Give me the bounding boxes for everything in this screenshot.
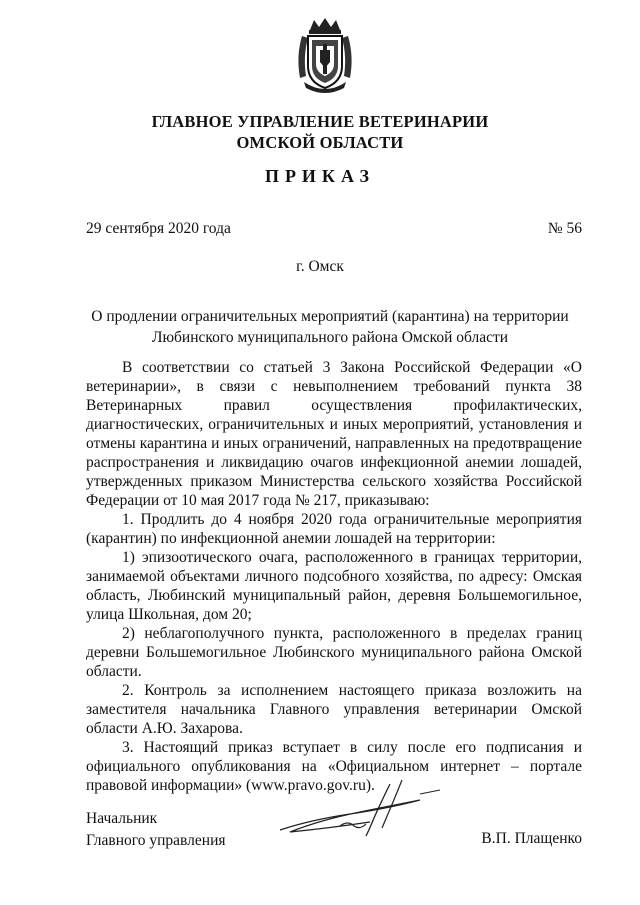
document-date: 29 сентября 2020 года: [86, 220, 231, 237]
document-number: № 56: [547, 220, 582, 237]
subject-line1: О продлении ограничительных мероприятий (карантина) на территории: [91, 308, 569, 325]
document-subject: [80, 306, 580, 348]
signatory-position-line1: Начальник: [86, 810, 158, 827]
document-city: г. Омск: [296, 258, 344, 275]
document-body: [86, 358, 582, 795]
handwritten-signature: [270, 770, 450, 850]
signatory-position-line2: Главного управления: [86, 832, 226, 849]
body-paragraph: 2) неблагополучного пункта, расположенного в пределах границ деревни Большемогильное Любинского муниципального района Омской области.: [86, 625, 582, 680]
organization-name-line2: ОМСКОЙ ОБЛАСТИ: [236, 133, 404, 152]
body-paragraph: 1. Продлить до 4 ноября 2020 года ограничительные мероприятия (карантин) по инфекционной анемии лошадей на территории:: [86, 511, 582, 547]
subject-line2: Любинского муниципального района Омской области: [151, 329, 509, 346]
body-paragraph: 1) эпизоотического очага, расположенного в границах территории, занимаемой объектами личного подсобного хозяйства, по адресу: Омская область, Любинский муниципальный район, деревня Большемогильное, улица Школьная, дом 20;: [86, 549, 582, 623]
body-paragraph: В соответствии со статьей 3 Закона Российской Федерации «О ветеринарии», в связи с невыполнением требований пункта 38 Ветеринарных правил осуществления профилактических, диагностических, ограничительных и иных мероприятий, установления и отмены карантина и иных ограничений, направленных на предотвращение распространения и ликвидацию очагов инфекционной анемии лошадей, утвержденных приказом Министерства сельского хозяйства Российской Федерации от 10 мая 2017 года № 217, приказываю:: [86, 359, 582, 509]
coat-of-arms-icon: [294, 16, 356, 94]
body-paragraph: 3. Настоящий приказ вступает в силу после его подписания и официального опубликования на «Официальном интернет – портале правовой информации» (www.pravo.gov.ru).: [86, 739, 582, 794]
signatory-name: В.П. Плащенко: [481, 830, 582, 847]
organization-name-line1: ГЛАВНОЕ УПРАВЛЕНИЕ ВЕТЕРИНАРИИ: [151, 112, 489, 131]
signatory-position: [86, 808, 226, 852]
document-title: ПРИКАЗ: [264, 166, 376, 186]
body-paragraph: 2. Контроль за исполнением настоящего приказа возложить на заместителя начальника Главного управления ветеринарии Омской области А.Ю. Захарова.: [86, 682, 582, 737]
